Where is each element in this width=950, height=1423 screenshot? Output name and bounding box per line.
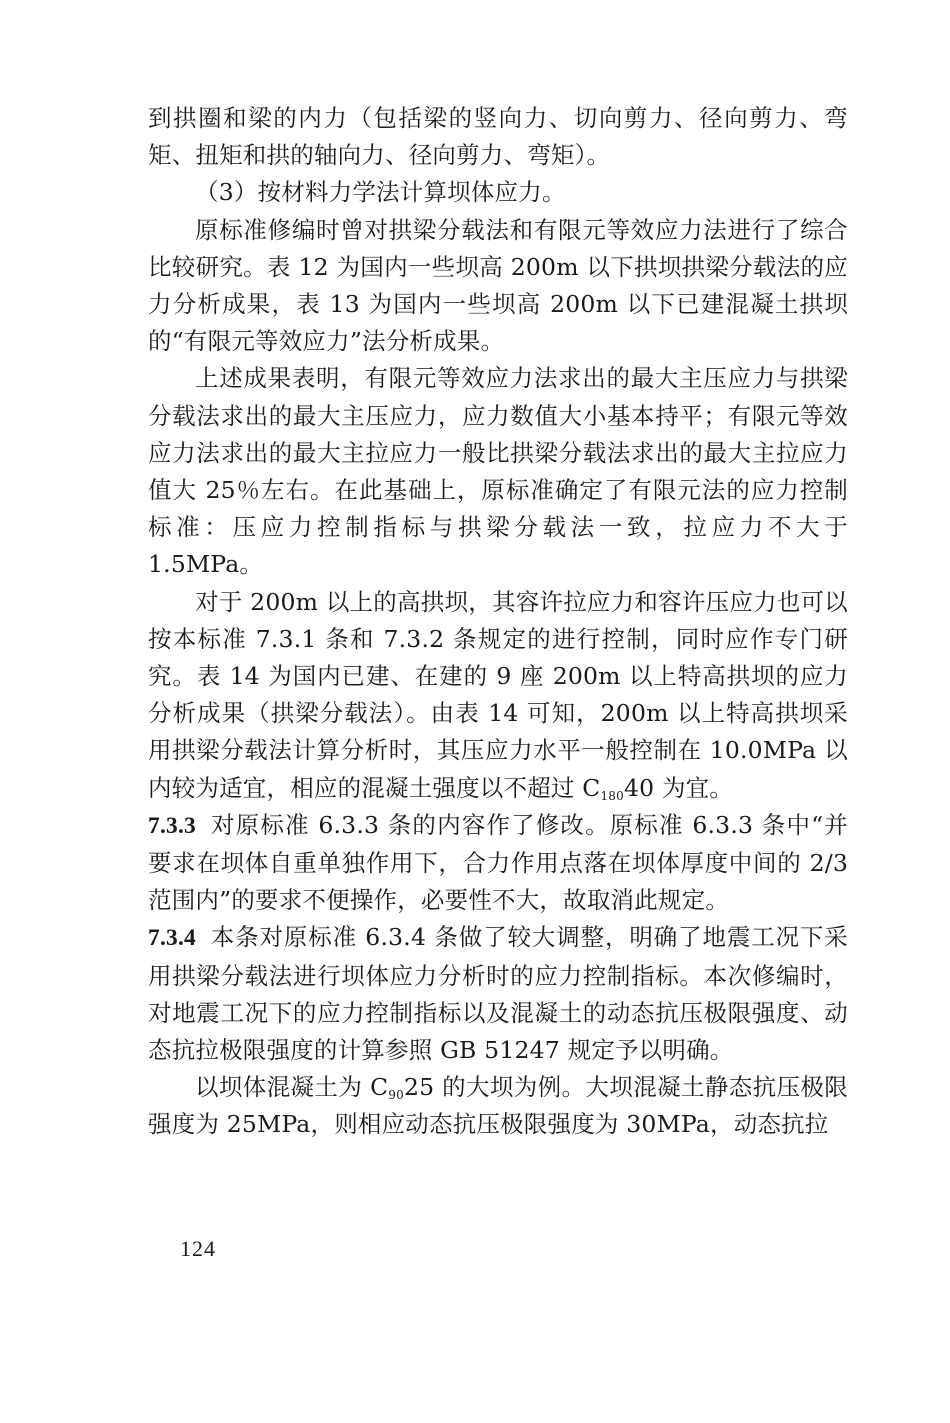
paragraph-comparison-study: 原标准修编时曾对拱梁分载法和有限元等效应力法进行了综合比较研究。表 12 为国内一些坝高 200m 以下拱坝拱梁分载法的应力分析成果，表 13 为国内一些坝高 200m 以下已建混凝土拱坝的“有限元等效应力”法分析成果。 xyxy=(148,215,848,356)
paragraph-example-text: 25 的大坝为例。大坝混凝土静态抗压极限强度为 25MPa，则相应动态抗压极限强度为 30MPa，动态抗拉 xyxy=(148,1073,848,1139)
clause-7-3-3 xyxy=(148,807,848,920)
paragraph-example-start: 以坝体混凝土为 C xyxy=(195,1073,389,1102)
document-body xyxy=(148,100,848,1144)
clause-number-7-3-3: 7.3.3 xyxy=(148,812,196,839)
clause-number-7-3-4: 7.3.4 xyxy=(148,925,196,952)
clause-7-3-4 xyxy=(148,919,848,1069)
paragraph-material-mechanics: （3）按材料力学法计算坝体应力。 xyxy=(195,178,566,207)
concrete-age-subscript-180: 180 xyxy=(600,788,624,803)
paragraph-high-arch-dams xyxy=(148,584,848,807)
clause-7-3-4-text: 本条对原标准 6.3.4 条做了较大调整，明确了地震工况下采用拱梁分载法进行坝体应力分析时的应力控制指标。本次修编时，对地震工况下的应力控制指标以及混凝土的动态抗压极限强度、动态抗拉极限强度的计算参照 GB 51247 规定予以明确。 xyxy=(148,923,848,1065)
paragraph-results: 上述成果表明，有限元等效应力法求出的最大主压应力与拱梁分载法求出的最大主压应力，应力数值大小基本持平；有限元等效应力法求出的最大主拉应力一般比拱梁分载法求出的最大主拉应力值大 25％左右。在此基础上，原标准确定了有限元法的应力控制标准：压应力控制指标与拱梁分载法一致，拉应力不大于 1.5MPa。 xyxy=(148,364,848,579)
paragraph-high-arch-dams-end: 40 为宜。 xyxy=(623,773,734,802)
clause-7-3-3-text: 对原标准 6.3.3 条的内容作了修改。原标准 6.3.3 条中“并要求在坝体自重单独作用下，合力作用点落在坝体厚度中间的 2/3 范围内”的要求不便操作，必要性不大，故取消此规定。 xyxy=(148,810,848,915)
paragraph-internal-forces: 到拱圈和梁的内力（包括梁的竖向力、切向剪力、径向剪力、弯矩、扭矩和拱的轴向力、径向剪力、弯矩）。 xyxy=(148,104,848,170)
paragraph-example xyxy=(148,1069,848,1143)
page-number: 124 xyxy=(180,1236,216,1261)
paragraph-high-arch-dams-text: 对于 200m 以上的高拱坝，其容许拉应力和容许压应力也可以按本标准 7.3.1 条和 7.3.2 条规定的进行控制，同时应作专门研究。表 14 为国内已建、在建的 9 座 200m 以上特高拱坝的应力分析成果（拱梁分载法）。由表 14 可知，200m 以上特高拱坝采用拱梁分载法计算分析时，其压应力水平一般控制在 10.0MPa 以内较为适宜，相应的混凝土强度以不超过 C xyxy=(148,587,848,802)
concrete-age-subscript-90: 90 xyxy=(388,1088,404,1103)
